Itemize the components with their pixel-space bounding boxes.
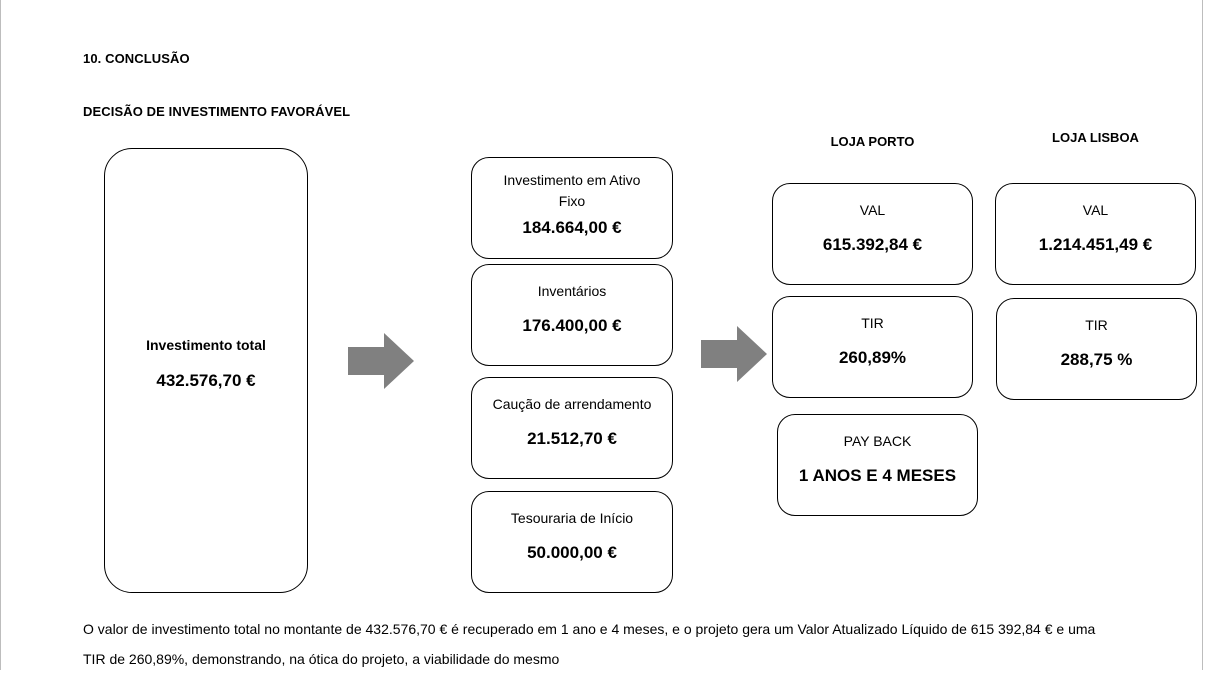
porto-payback-label: PAY BACK: [843, 433, 912, 449]
initial-treasury-box: [471, 491, 673, 593]
inventories-label: Inventários: [537, 283, 607, 299]
inventories-box: [471, 264, 673, 366]
loja-lisboa-heading: LOJA LISBOA: [1052, 130, 1139, 145]
total-investment-value: 432.576,70 €: [156, 371, 256, 390]
lease-deposit-value: 21.512,70 €: [527, 429, 617, 448]
lisboa-val-label: VAL: [1082, 202, 1109, 218]
page-edge-left: [0, 0, 1, 670]
decision-title: DECISÃO DE INVESTIMENTO FAVORÁVEL: [83, 104, 351, 119]
inventories-value: 176.400,00 €: [522, 316, 622, 335]
fixed-asset-investment-label: Investimento em Ativo Fixo: [503, 172, 641, 209]
page-edge-right: [1202, 0, 1203, 670]
lisboa-tir-label: TIR: [1085, 317, 1108, 333]
section-title: 10. CONCLUSÃO: [83, 51, 190, 66]
porto-tir-label: TIR: [861, 315, 884, 331]
lisboa-val-box: [995, 183, 1196, 285]
porto-tir-value: 260,89%: [838, 348, 907, 367]
lease-deposit-label: Caução de arrendamento: [492, 396, 652, 412]
lisboa-val-value: 1.214.451,49 €: [1038, 235, 1153, 254]
fixed-asset-investment-value: 184.664,00 €: [522, 218, 622, 237]
porto-val-value: 615.392,84 €: [822, 235, 923, 254]
conclusion-line-1: O valor de investimento total no montante de 432.576,70 € é recuperado em 1 ano e 4 meses, e o projeto gera um Valor Atualizado Líquido de 615 392,84 € e uma: [83, 621, 1096, 637]
total-investment-box: [104, 148, 308, 593]
arrow-right-icon: [701, 326, 767, 382]
conclusion-paragraph: [83, 614, 1183, 674]
porto-tir-box: [772, 296, 973, 398]
conclusion-line-2: TIR de 260,89%, demonstrando, na ótica do projeto, a viabilidade do mesmo: [83, 651, 560, 667]
total-investment-label: Investimento total: [146, 337, 266, 353]
porto-payback-value: 1 ANOS E 4 MESES: [798, 466, 957, 485]
porto-val-box: [772, 183, 973, 285]
lisboa-tir-box: [996, 298, 1197, 400]
porto-val-label: VAL: [859, 202, 886, 218]
loja-porto-heading: LOJA PORTO: [830, 134, 915, 149]
initial-treasury-value: 50.000,00 €: [527, 543, 617, 562]
initial-treasury-label: Tesouraria de Início: [510, 510, 634, 526]
arrow-right-icon: [348, 333, 414, 389]
porto-payback-box: [777, 414, 978, 516]
fixed-asset-investment-box: [471, 157, 673, 259]
lisboa-tir-value: 288,75 %: [1060, 350, 1133, 369]
lease-deposit-box: [471, 377, 673, 479]
